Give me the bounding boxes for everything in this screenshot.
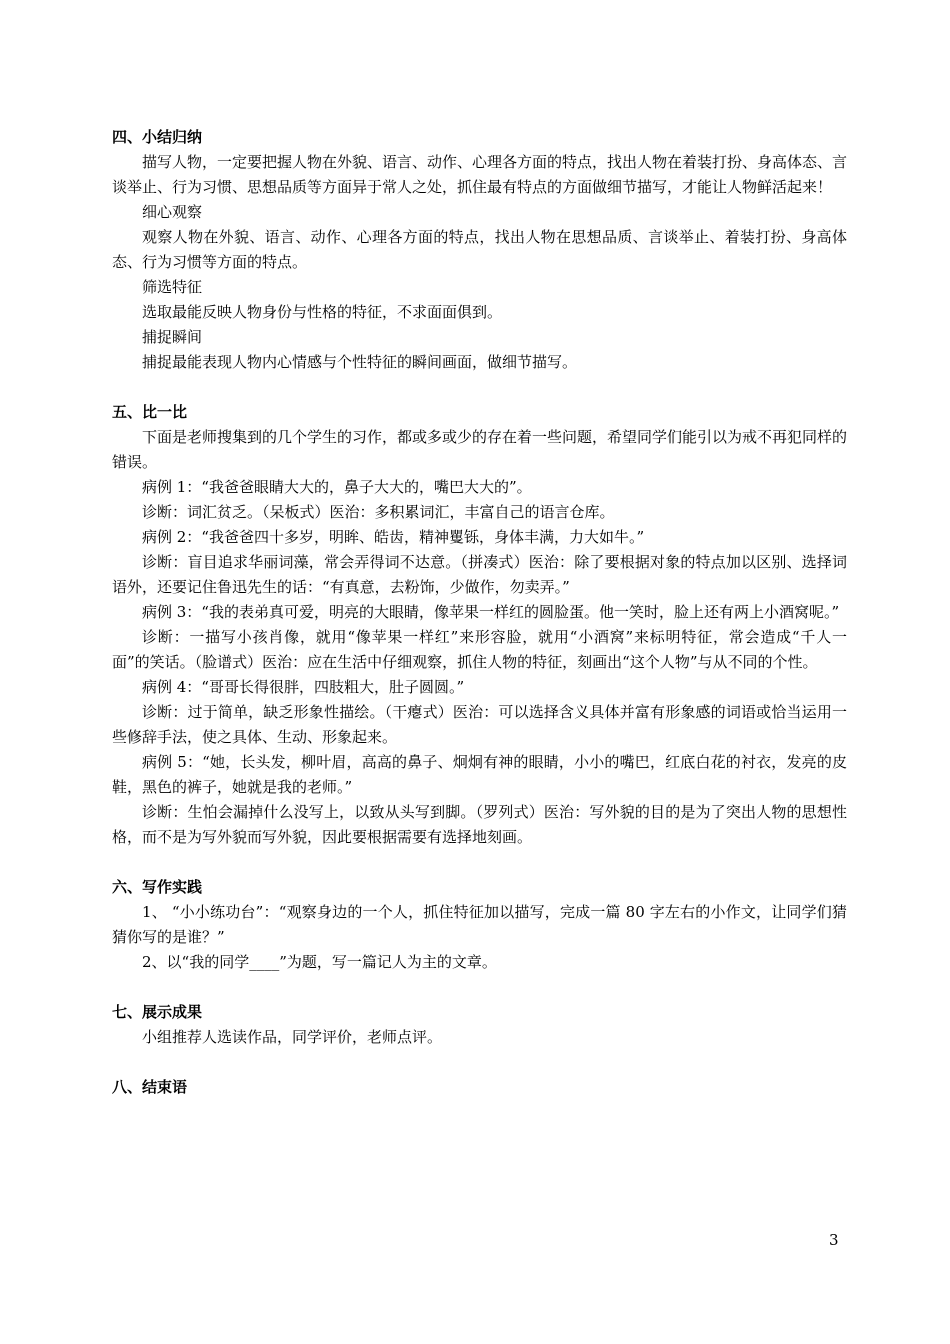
practice-item-1: 1、 “小小练功台”：“观察身边的一个人，抓住特征加以描写，完成一篇 80 字左右的小作文，让同学们猜猜你写的是谁？”	[112, 903, 847, 946]
diagnosis-1: 诊断：词汇贫乏。（呆板式）医治：多积累词汇，丰富自己的语言仓库。	[142, 503, 615, 521]
subheading-select-features: 筛选特征	[142, 278, 203, 296]
section-gap	[112, 850, 847, 875]
showcase-paragraph: 小组推荐人选读作品，同学评价，老师点评。	[142, 1028, 443, 1046]
case-2: 病例 2：“我爸爸四十多岁，明眸、皓齿，精神矍铄，身体丰满，力大如牛。”	[142, 528, 645, 546]
subheading-capture-moment: 捕捉瞬间	[142, 328, 203, 346]
section-gap	[112, 1050, 847, 1075]
page-number: 3	[829, 1231, 839, 1249]
capture-moment-paragraph: 捕捉最能表现人物内心情感与个性特征的瞬间画面，做细节描写。	[142, 353, 578, 371]
observe-paragraph: 观察人物在外貌、语言、动作、心理各方面的特点，找出人物在思想品质、言谈举止、着装打扮、身高体态、行为习惯等方面的特点。	[112, 228, 847, 271]
section-heading-conclusion: 八、结束语	[112, 1078, 188, 1096]
case-4: 病例 4：“哥哥长得很胖，四肢粗大，肚子圆圆。”	[142, 678, 465, 696]
practice-item-2: 2、以“我的同学____”为题，写一篇记人为主的文章。	[142, 953, 497, 971]
section-gap	[112, 375, 847, 400]
section-heading-compare: 五、比一比	[112, 403, 188, 421]
diagnosis-2: 诊断：盲目追求华丽词藻，常会弄得词不达意。（拼凑式）医治：除了要根据对象的特点加以区别、选择词语外，还要记住鲁迅先生的话：“有真意，去粉饰，少做作，勿卖弄。”	[112, 553, 847, 596]
section-gap	[112, 975, 847, 1000]
select-features-paragraph: 选取最能反映人物身份与性格的特征，不求面面俱到。	[142, 303, 503, 321]
diagnosis-5: 诊断：生怕会漏掉什么没写上，以致从头写到脚。（罗列式）医治：写外貌的目的是为了突出人物的思想性格，而不是为写外貌而写外貌，因此要根据需要有选择地刻画。	[112, 803, 847, 846]
section-heading-summary: 四、小结归纳	[112, 128, 203, 146]
case-3: 病例 3：“我的表弟真可爱，明亮的大眼睛，像苹果一样红的圆脸蛋。他一笑时，脸上还有两上小酒窝呢。”	[142, 603, 840, 621]
diagnosis-3: 诊断：一描写小孩肖像，就用“像苹果一样红”来形容脸，就用“小酒窝”来标明特征，常会造成“千人一面”的笑话。（脸谱式）医治：应在生活中仔细观察，抓住人物的特征，刻画出“这个人物”与从不同的个性。	[112, 628, 847, 671]
summary-paragraph: 描写人物，一定要把握人物在外貌、语言、动作、心理各方面的特点，找出人物在着装打扮、身高体态、言谈举止、行为习惯、思想品质等方面异于常人之处，抓住最有特点的方面做细节描写，才能让人物鲜活起来！	[112, 153, 848, 196]
section-heading-writing-practice: 六、写作实践	[112, 878, 203, 896]
diagnosis-4: 诊断：过于简单，缺乏形象性描绘。（干瘪式）医治：可以选择含义具体并富有形象感的词语或恰当运用一些修辞手法，使之具体、生动、形象起来。	[112, 703, 847, 746]
page-content	[112, 125, 847, 1100]
case-5: 病例 5：“她，长头发，柳叶眉，高高的鼻子、炯炯有神的眼睛，小小的嘴巴，红底白花的衬衣，发亮的皮鞋，黑色的裤子，她就是我的老师。”	[112, 753, 847, 796]
section-heading-showcase: 七、展示成果	[112, 1003, 203, 1021]
case-1: 病例 1：“我爸爸眼睛大大的，鼻子大大的，嘴巴大大的”。	[142, 478, 532, 496]
subheading-observe: 细心观察	[142, 203, 203, 221]
compare-intro: 下面是老师搜集到的几个学生的习作，都或多或少的存在着一些问题，希望同学们能引以为戒不再犯同样的错误。	[112, 428, 848, 471]
